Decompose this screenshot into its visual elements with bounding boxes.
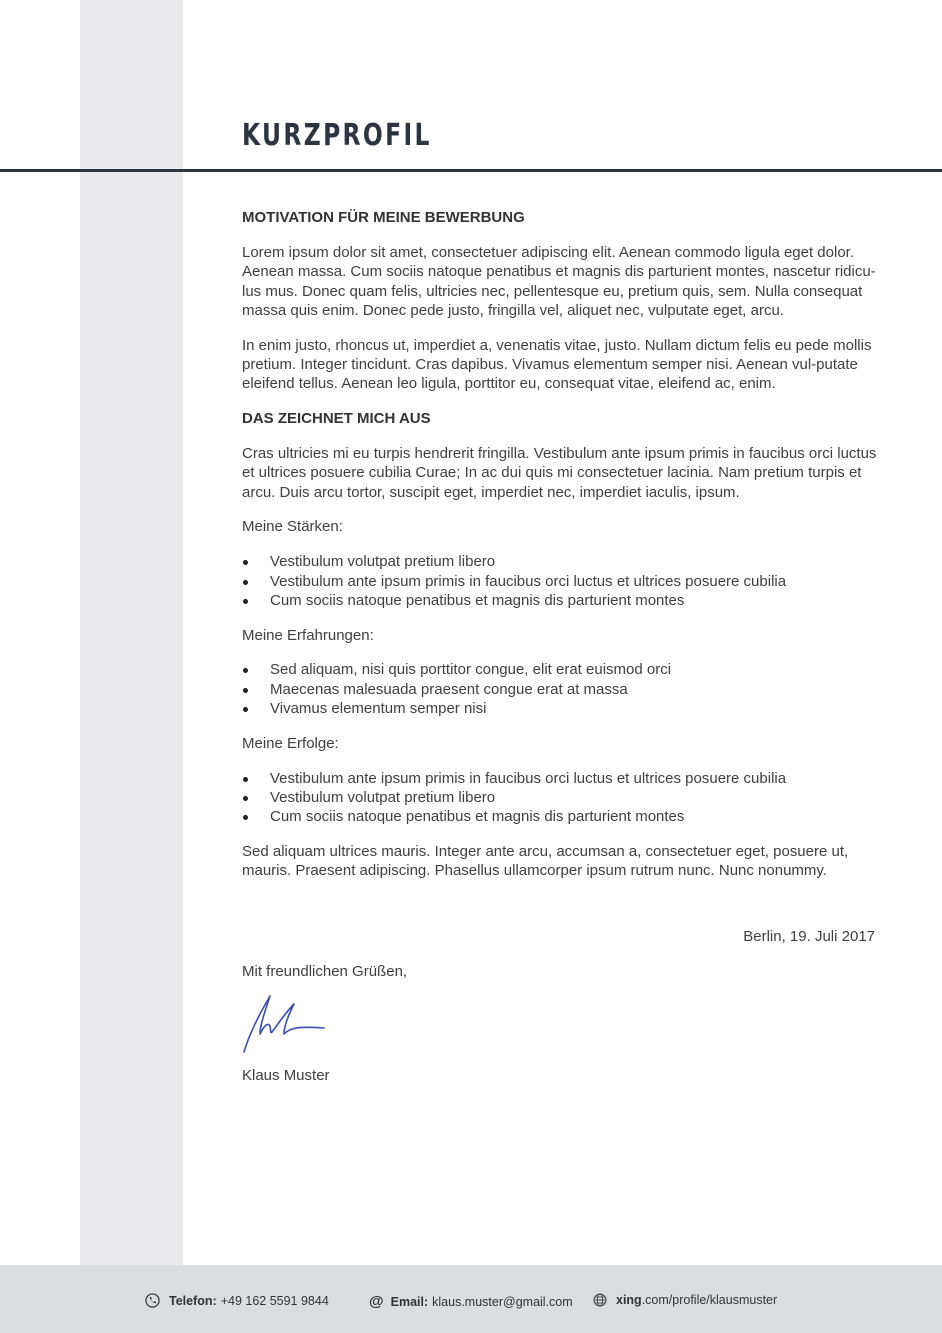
success-list: [242, 769, 882, 827]
page-title: KURZPROFIL: [242, 118, 432, 153]
phone-icon: [145, 1293, 160, 1308]
list-item: Maecenas malesuada praesent congue erat at massa: [242, 680, 882, 699]
phone-label: Telefon:: [169, 1293, 217, 1308]
phone-value[interactable]: +49 162 5591 9844: [220, 1293, 329, 1308]
footer-phone: [145, 1293, 329, 1308]
list-item: Vestibulum ante ipsum primis in faucibus orci luctus et ultrices posuere cubilia: [242, 572, 882, 591]
place-date: Berlin, 19. Juli 2017: [743, 928, 875, 945]
xing-value[interactable]: .com/profile/klausmuster: [641, 1293, 778, 1307]
list-item: Vestibulum volutpat pretium libero: [242, 552, 882, 571]
greeting: Mit freundlichen Grüßen,: [242, 963, 408, 980]
email-label: Email:: [390, 1294, 429, 1309]
list-item: Cum sociis natoque penatibus et magnis dis parturient montes: [242, 591, 882, 610]
footer-email: [369, 1293, 573, 1310]
section-title-profile: DAS ZEICHNET MICH AUS: [242, 410, 431, 428]
experience-list: [242, 660, 882, 718]
list-item: Cum sociis natoque penatibus et magnis dis parturient montes: [242, 807, 882, 826]
list-label-experience: Meine Erfahrungen:: [242, 626, 374, 644]
paragraph: Lorem ipsum dolor sit amet, consectetuer adipiscing elit. Aenean commodo ligula eget dolor. Aenean massa. Cum sociis natoque penatibus et magnis dis parturient montes, nascetur ridicu-lus mus. Donec quam felis, ultricies nec, pellentesque eu, pretium quis, sem. Nulla consequat massa quis enim. Donec pede justo, fringilla vel, aliquet nec, vulputate eget, arcu.: [242, 244, 876, 319]
list-label-success: Meine Erfolge:: [242, 734, 339, 752]
sender-name: Klaus Muster: [242, 1067, 330, 1084]
list-item: Vestibulum ante ipsum primis in faucibus orci luctus et ultrices posuere cubilia: [242, 769, 882, 788]
email-value[interactable]: klaus.muster@gmail.com: [432, 1294, 573, 1309]
signature-image: [238, 990, 328, 1056]
paragraph: Sed aliquam ultrices mauris. Integer ante arcu, accumsan a, consectetuer eget, posuere ut, mauris. Praesent adipiscing. Phasellus ullamcorper ipsum rutrum nunc. Nunc nonummy.: [242, 843, 849, 880]
strengths-list: [242, 552, 882, 610]
at-icon: @: [369, 1293, 384, 1310]
header-rule: [0, 169, 942, 172]
xing-label: xing: [616, 1293, 642, 1307]
globe-icon: [593, 1293, 607, 1307]
letter-body: [242, 208, 882, 896]
paragraph: In enim justo, rhoncus ut, imperdiet a, venenatis vitae, justo. Nullam dictum felis eu pede mollis pretium. Integer tincidunt. Cras dapibus. Vivamus elementum semper nisi. Aenean vul-putate eleifend tellus. Aenean leo ligula, porttitor eu, consequat vitae, eleifend ac, enim.: [242, 336, 872, 393]
side-band: [80, 0, 183, 1265]
footer-xing: [593, 1293, 777, 1307]
list-item: Sed aliquam, nisi quis porttitor congue, elit erat euismod orci: [242, 660, 882, 679]
list-item: Vivamus elementum semper nisi: [242, 699, 882, 718]
list-item: Vestibulum volutpat pretium libero: [242, 788, 882, 807]
list-label-strengths: Meine Stärken:: [242, 518, 343, 536]
paragraph: Cras ultricies mi eu turpis hendrerit fringilla. Vestibulum ante ipsum primis in faucibus orci luctus et ultrices posuere cubilia Curae; In ac dui quis mi consectetuer lacinia. Nam pretium turpis et arcu. Duis arcu tortor, suscipit eget, imperdiet nec, imperdiet iaculis, ipsum.: [242, 445, 877, 501]
section-title-motivation: MOTIVATION FÜR MEINE BEWERBUNG: [242, 209, 525, 226]
